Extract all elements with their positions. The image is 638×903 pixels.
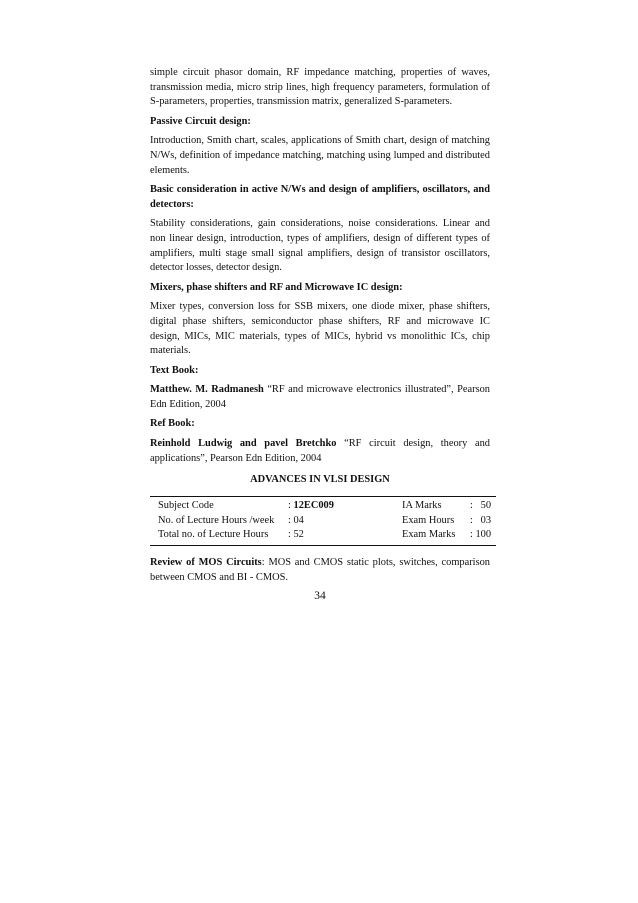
row-label-2: IA Marks <box>402 500 442 511</box>
textbook-heading: Text Book: <box>150 364 199 376</box>
row-value-2: : 100 <box>470 529 492 541</box>
mixers-paragraph: Mixer types, conversion loss for SSB mixers, one diode mixer, phase shifters, digital phase shifters, semiconductor phase shifters, RF and microwave IC design, MICs, MIC materials, types of MICs, hybrid vs monolithic ICs, chip materials. <box>150 301 490 357</box>
row-value-2: : 03 <box>470 514 492 526</box>
row-value: : 52 <box>288 529 304 541</box>
review-heading: Review of MOS Circuits <box>150 557 262 568</box>
active-paragraph: Stability considerations, gain considerations, noise considerations. Linear and non linear design, introduction, types of amplifiers, design of different types of amplifiers, multi stage small signal amplifiers, design of transistor oscillators, detector losses, detector design. <box>150 218 490 274</box>
course-title: ADVANCES IN VLSI DESIGN <box>250 474 390 485</box>
mixers-heading: Mixers, phase shifters and RF and Microwave IC design: <box>150 281 403 293</box>
row-label: Total no. of Lecture Hours <box>158 529 269 541</box>
row-label-2: Exam Hours <box>402 514 455 526</box>
table-row <box>150 499 496 514</box>
subject-code: 12EC009 <box>293 500 334 511</box>
row-label: Subject Code <box>158 500 214 511</box>
intro-paragraph: simple circuit phasor domain, RF impedance matching, properties of waves, transmission media, micro strip lines, high frequency parameters, formulation of S-parameters, properties, transmission matrix, generalized S-parameters. <box>150 67 490 108</box>
row-label-2: Exam Marks <box>402 529 456 541</box>
page-number: 34 <box>314 590 326 602</box>
textbook-author: Matthew. M. Radmanesh <box>150 384 264 396</box>
refbook-heading: Ref Book: <box>150 418 195 430</box>
review-text: : MOS and CMOS static plots, switches, comparison between CMOS and BI - CMOS. <box>150 557 491 583</box>
table-row <box>150 528 496 543</box>
textbook-details: “RF and microwave electronics illustrated”, Pearson Edn Edition, 2004 <box>150 384 491 410</box>
table-row <box>150 514 496 529</box>
syllabus-content <box>150 66 490 471</box>
refbook-author: Reinhold Ludwig and pavel Bretchko <box>150 438 337 450</box>
textbook-entry <box>150 383 490 412</box>
row-value: : 12EC009 <box>288 500 334 511</box>
active-heading: Basic consideration in active N/Ws and design of amplifiers, oscillators, and detectors: <box>150 184 490 210</box>
row-label: No. of Lecture Hours /week <box>158 514 275 526</box>
course-info-table <box>150 496 496 546</box>
refbook-entry <box>150 437 490 466</box>
row-value: : 04 <box>288 514 304 526</box>
passive-paragraph: Introduction, Smith chart, scales, applications of Smith chart, design of matching N/Ws, definition of impedance matching, matching using lumped and distributed elements. <box>150 135 490 176</box>
row-value-2: : 50 <box>470 500 492 511</box>
review-paragraph <box>150 556 490 585</box>
passive-heading: Passive Circuit design: <box>150 115 251 127</box>
refbook-details: “RF circuit design, theory and applications”, Pearson Edn Edition, 2004 <box>150 438 491 464</box>
